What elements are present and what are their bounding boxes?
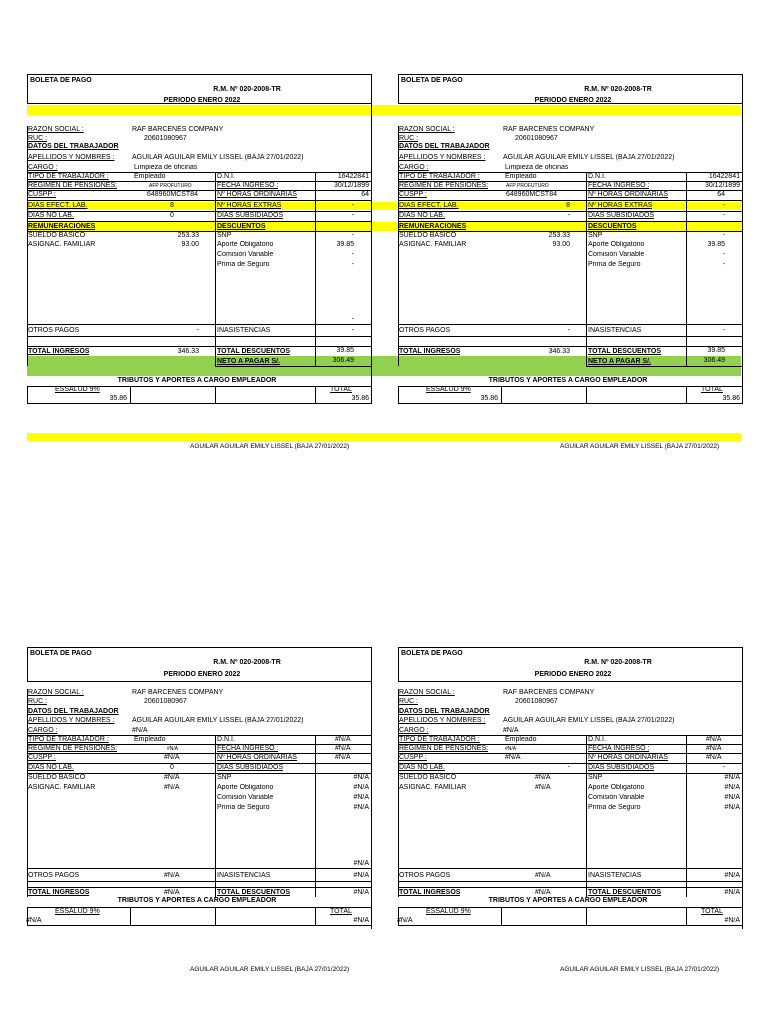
label-cargo: CARGO : [399,727,429,734]
rm-number: R.M. Nº 020-2008-TR [584,86,652,93]
value-neto: 306.49 [332,357,354,364]
value-essalud: #N/A [26,917,42,924]
label-comision: Comisión Variable [588,794,645,801]
label-sueldo: SUELDO BASICO [399,232,457,239]
value-tipo: Empleado [134,173,166,180]
footer-name-bottom-right: AGUILAR AGUILAR EMILY LISSEL (BAJA 27/01/2022) [560,966,720,973]
tributos-frame [27,907,372,926]
value-aporte: #N/A [353,784,369,791]
grid-line [742,74,743,404]
value-prima: - [351,261,354,268]
value-fecha: #N/A [335,745,351,752]
label-comision: Comisión Variable [217,794,274,801]
label-comision: Comisión Variable [588,251,645,258]
label-horas-ord: Nº HORAS ORDINARIAS [217,754,297,761]
label-total-desc: TOTAL DESCUENTOS [217,889,290,896]
value-comision: #N/A [353,794,369,801]
tributos-frame [398,386,743,404]
label-dni: D.N.I. [588,173,606,180]
value-dias-efect: 8 [170,202,174,209]
label-otros: OTROS PAGOS [28,327,80,334]
label-otros: OTROS PAGOS [399,327,451,334]
value-horas-ord: 64 [361,191,369,198]
rm-number: R.M. Nº 020-2008-TR [213,659,281,666]
value-razon-social: RAF BARCENES COMPANY [503,689,595,696]
label-apellidos: APELLIDOS Y NOMBRES : [399,717,486,724]
value-razon-social: RAF BARCENES COMPANY [132,126,224,133]
value-dias-sub: - [722,212,725,219]
value-cargo: Limpieza de oficinas [134,164,198,171]
value-cargo: #N/A [132,727,148,734]
boleta-title: BOLETA DE PAGO [30,77,92,84]
label-razon-social: RAZON SOCIAL : [28,126,84,133]
label-apellidos: APELLIDOS Y NOMBRES : [399,154,486,161]
value-essalud: 35.86 [109,395,127,402]
label-cuspp: CUSPP : [399,191,427,198]
tributos-frame [398,907,743,926]
footer-name-top-left: AGUILAR AGUILAR EMILY LISSEL (BAJA 27/01/2022) [190,443,350,450]
label-horas-ord: Nº HORAS ORDINARIAS [588,191,668,198]
label-tipo: TIPO DE TRABAJADOR : [399,736,480,743]
value-ruc: 20601080967 [144,135,187,142]
label-ruc: RUC : [28,698,48,705]
rm-number: R.M. Nº 020-2008-TR [213,86,281,93]
value-horas-ord: #N/A [706,754,722,761]
value-cargo: Limpieza de oficinas [505,164,569,171]
label-fecha: FECHA INGRESO : [217,182,279,189]
label-aporte: Aporte Obligatorio [588,784,645,791]
label-comision: Comisión Variable [217,251,274,258]
value-cargo: #N/A [503,727,519,734]
grid-line [686,907,687,926]
value-asignac: #N/A [164,784,180,791]
value-snp: - [351,232,354,239]
value-dni: #N/A [335,736,351,743]
label-snp: SNP [588,774,603,781]
label-razon-social: RAZON SOCIAL : [28,689,84,696]
label-tipo: TIPO DE TRABAJADOR : [28,173,109,180]
grid-line [215,907,216,926]
label-essalud: ESSALUD 9% [426,386,471,393]
label-total-desc: TOTAL DESCUENTOS [588,889,661,896]
grid-line [27,324,372,325]
grid-line [371,647,372,929]
label-inasistencias: INASISTENCIAS [217,872,271,879]
boleta-top-right [398,74,743,404]
value-dni: #N/A [706,736,722,743]
label-dias-no-lab: DIAS NO LAB. [399,764,445,771]
value-total: #N/A [353,917,369,924]
label-snp: SNP [217,232,232,239]
label-total: TOTAL [701,386,723,393]
label-asignac: ASIGNAC. FAMILIAR [28,784,96,791]
value-dias-no-lab: - [567,212,570,219]
label-aporte: Aporte Obligatorio [217,784,274,791]
grid-line [586,386,587,404]
value-dni: 16422841 [337,173,369,180]
label-horas-ord: Nº HORAS ORDINARIAS [217,191,297,198]
label-inasistencias: INASISTENCIAS [588,872,642,879]
grid-line [398,868,743,869]
grid-line [215,386,216,404]
label-razon-social: RAZON SOCIAL : [399,126,455,133]
label-total-ingresos: TOTAL INGRESOS [28,348,90,355]
value-total-ingresos: #N/A [164,889,180,896]
label-total-desc: TOTAL DESCUENTOS [217,348,290,355]
value-otros: - [196,327,199,334]
label-essalud: ESSALUD 9% [426,908,471,915]
value-razon-social: RAF BARCENES COMPANY [132,689,224,696]
grid-line [215,735,216,897]
value-tipo: Empleado [505,736,537,743]
label-prima: Prima de Seguro [588,261,641,268]
value-horas-extras: - [351,202,354,209]
label-cargo: CARGO : [28,727,58,734]
value-asignac: #N/A [535,784,551,791]
value-ruc: 20601080967 [515,135,558,142]
grid-line [398,324,743,325]
label-dias-no-lab: DIAS NO LAB. [399,212,445,219]
grid-line [686,386,687,404]
label-asignac: ASIGNAC. FAMILIAR [399,784,467,791]
tributos-title: TRIBUTOS Y APORTES A CARGO EMPLEADOR [488,897,648,904]
label-apellidos: APELLIDOS Y NOMBRES : [28,717,115,724]
label-total: TOTAL [330,908,352,915]
value-apellidos: AGUILAR AGUILAR EMILY LISSEL (BAJA 27/01/2022) [503,154,675,161]
datos-trabajador: DATOS DEL TRABAJADOR [28,143,119,150]
grid-line [315,735,316,897]
value-prima: #N/A [353,804,369,811]
label-horas-extras: Nº HORAS EXTRAS [217,202,282,209]
value-tipo: Empleado [134,736,166,743]
tributos-title: TRIBUTOS Y APORTES A CARGO EMPLEADOR [117,897,277,904]
label-horas-ord: Nº HORAS ORDINARIAS [588,754,668,761]
label-dias-efect: DIAS EFECT. LAB. [399,202,459,209]
label-aporte: Aporte Obligatorio [588,241,645,248]
value-regimen: AFP PROFUTURO [149,183,192,189]
value-inasistencias: #N/A [353,872,369,879]
value-regimen: #N/A [505,746,517,752]
boleta-top-left [27,74,372,404]
label-cuspp: CUSPP : [28,754,56,761]
label-asignac: ASIGNAC. FAMILIAR [28,241,96,248]
label-fecha: FECHA INGRESO : [588,745,650,752]
value-total-ingresos: #N/A [535,889,551,896]
datos-trabajador: DATOS DEL TRABAJADOR [399,143,490,150]
value-fecha: 30/12/1899 [704,182,740,189]
tributos-title: TRIBUTOS Y APORTES A CARGO EMPLEADOR [488,377,648,384]
value-prima: #N/A [724,804,740,811]
value-total: 35.86 [351,395,369,402]
grid-line [586,735,587,897]
value-apellidos: AGUILAR AGUILAR EMILY LISSEL (BAJA 27/01/2022) [132,717,304,724]
grid-line [686,172,687,366]
label-prima: Prima de Seguro [217,804,270,811]
label-dias-sub: DIAS SUBSIDIADOS [588,212,655,219]
grid-line [742,647,743,929]
value-fecha: #N/A [706,745,722,752]
value-total: 35.86 [722,395,740,402]
grid-line [398,221,743,222]
label-fecha: FECHA INGRESO : [588,182,650,189]
label-asignac: ASIGNAC. FAMILIAR [399,241,467,248]
label-dni: D.N.I. [588,736,606,743]
value-total-ingresos: 346.33 [177,348,199,355]
grid-line [27,221,372,222]
value-aporte: 39.85 [707,241,725,248]
grid-line [398,753,743,754]
label-total: TOTAL [330,386,352,393]
boleta-title: BOLETA DE PAGO [30,650,92,657]
value-total-ingresos: 346.33 [548,348,570,355]
value-dias-no-lab: 0 [170,764,174,771]
value-fecha: 30/12/1899 [333,182,369,189]
grid-line [27,200,372,201]
label-ruc: RUC : [28,135,48,142]
label-sueldo: SUELDO BASICO [399,774,457,781]
label-descuentos: DESCUENTOS [588,223,637,230]
boleta-title: BOLETA DE PAGO [401,77,463,84]
grid-line [27,126,28,366]
tributos-title: TRIBUTOS Y APORTES A CARGO EMPLEADOR [117,377,277,384]
label-snp: SNP [217,774,232,781]
label-tipo: TIPO DE TRABAJADOR : [399,173,480,180]
grid-line [27,336,372,337]
label-dias-efect: DIAS EFECT. LAB. [28,202,88,209]
label-otros: OTROS PAGOS [399,872,451,879]
grid-line [398,689,399,897]
label-inasistencias: INASISTENCIAS [588,327,642,334]
label-remuneraciones: REMUNERACIONES [28,223,96,230]
value-neto: 306.49 [703,357,725,364]
periodo: PERIODO ENERO 2022 [163,671,241,678]
value-razon-social: RAF BARCENES COMPANY [503,126,595,133]
boleta-bottom-left [27,647,372,929]
value-sueldo: #N/A [164,774,180,781]
value-snp: #N/A [353,774,369,781]
value-comision: #N/A [724,794,740,801]
label-cargo: CARGO : [28,164,58,171]
value-dias-sub: - [351,212,354,219]
value-essalud: 35.86 [480,395,498,402]
grid-line [315,386,316,404]
label-ruc: RUC : [399,135,419,142]
value-horas-ord: #N/A [335,754,351,761]
grid-line [27,689,28,897]
label-dni: D.N.I. [217,173,235,180]
datos-trabajador: DATOS DEL TRABAJADOR [28,708,119,715]
label-neto: NETO A PAGAR S/. [588,358,652,365]
label-total-desc: TOTAL DESCUENTOS [588,348,661,355]
label-neto: NETO A PAGAR S/. [217,358,281,365]
label-dias-sub: DIAS SUBSIDIADOS [588,764,655,771]
label-regimen: REGIMEN DE PENSIONES: [399,745,489,752]
label-regimen: REGIMEN DE PENSIONES: [28,182,118,189]
grid-line [215,366,372,367]
grid-line [586,172,587,366]
value-asignac: 93.00 [552,241,570,248]
grid-line [315,172,316,366]
value-sueldo: 253.33 [548,232,570,239]
value-horas-ord: 64 [717,191,725,198]
value-cuspp: #N/A [505,754,521,761]
value-apellidos: AGUILAR AGUILAR EMILY LISSEL (BAJA 27/01/2022) [132,154,304,161]
grid-line [315,907,316,926]
value-total-desc: #N/A [353,889,369,896]
label-cuspp: CUSPP : [399,754,427,761]
grid-line [398,126,399,366]
value-prima: - [722,261,725,268]
value-inasistencias: - [351,327,354,334]
footer-name-top-right: AGUILAR AGUILAR EMILY LISSEL (BAJA 27/01/2022) [560,443,720,450]
label-dias-sub: DIAS SUBSIDIADOS [217,764,284,771]
grid-line [398,200,743,201]
label-sueldo: SUELDO BASICO [28,774,86,781]
label-dias-sub: DIAS SUBSIDIADOS [217,212,284,219]
grid-line [27,887,372,888]
value-apellidos: AGUILAR AGUILAR EMILY LISSEL (BAJA 27/01/2022) [503,717,675,724]
grid-line [501,386,502,404]
value-ruc: 20601080967 [144,698,187,705]
label-inasistencias: INASISTENCIAS [217,327,271,334]
label-dias-no-lab: DIAS NO LAB. [28,764,74,771]
grid-line [215,172,216,366]
grid-line [371,74,372,404]
label-tipo: TIPO DE TRABAJADOR : [28,736,109,743]
label-cargo: CARGO : [399,164,429,171]
boleta-bottom-right [398,647,743,929]
value-sueldo: #N/A [535,774,551,781]
value-dias-efect: 8 [566,202,570,209]
value-total: #N/A [724,917,740,924]
rm-number: R.M. Nº 020-2008-TR [584,659,652,666]
value-regimen: AFP PROFUTURO [506,183,549,189]
value-aporte: #N/A [724,784,740,791]
value-cuspp: 648960MCST84 [147,191,198,198]
value-comision: - [351,251,354,258]
grid-line [398,881,743,882]
grid-line [398,887,743,888]
footer-name-bottom-left: AGUILAR AGUILAR EMILY LISSEL (BAJA 27/01/2022) [190,966,350,973]
value-dias-sub: - [722,764,725,771]
label-prima: Prima de Seguro [217,261,270,268]
value-cuspp: #N/A [164,754,180,761]
value-dias-no-lab: 0 [170,212,174,219]
value-cuspp: 648960MCST84 [506,191,557,198]
grid-line [501,907,502,926]
value-snp: - [722,232,725,239]
value-otros: - [567,327,570,334]
value-inasistencias: - [722,327,725,334]
label-prima: Prima de Seguro [588,804,641,811]
label-sueldo: SUELDO BASICO [28,232,86,239]
value-dias-no-lab: - [567,764,570,771]
label-otros: OTROS PAGOS [28,872,80,879]
value-tipo: Empleado [505,173,537,180]
value-asignac: 93.00 [181,241,199,248]
value-otros: #N/A [535,872,551,879]
value-dni: 16422841 [708,173,740,180]
label-regimen: REGIMEN DE PENSIONES: [28,745,118,752]
grid-line [398,336,743,337]
value-extra-dash: - [351,316,354,323]
label-horas-extras: Nº HORAS EXTRAS [588,202,653,209]
value-regimen: #N/A [167,746,179,752]
label-dni: D.N.I. [217,736,235,743]
periodo: PERIODO ENERO 2022 [534,671,612,678]
value-extra-na: #N/A [353,860,369,867]
grid-line [130,386,131,404]
grid-line [27,763,372,764]
label-regimen: REGIMEN DE PENSIONES: [399,182,489,189]
value-inasistencias: #N/A [724,872,740,879]
grid-line [586,366,743,367]
label-essalud: ESSALUD 9% [55,908,100,915]
grid-line [27,753,372,754]
grid-line [586,907,587,926]
value-sueldo: 253.33 [177,232,199,239]
label-total-ingresos: TOTAL INGRESOS [399,889,461,896]
grid-line [686,735,687,897]
value-snp: #N/A [724,774,740,781]
grid-line [27,868,372,869]
value-comision: - [722,251,725,258]
label-cuspp: CUSPP : [28,191,56,198]
label-apellidos: APELLIDOS Y NOMBRES : [28,154,115,161]
value-total-desc: 39.85 [707,347,725,354]
label-dias-no-lab: DIAS NO LAB. [28,212,74,219]
label-essalud: ESSALUD 9% [55,386,100,393]
periodo: PERIODO ENERO 2022 [534,97,612,104]
label-snp: SNP [588,232,603,239]
grid-line [27,881,372,882]
label-fecha: FECHA INGRESO : [217,745,279,752]
label-total: TOTAL [701,908,723,915]
grid-line [130,907,131,926]
label-aporte: Aporte Obligatorio [217,241,274,248]
value-aporte: 39.85 [336,241,354,248]
boleta-title: BOLETA DE PAGO [401,650,463,657]
label-total-ingresos: TOTAL INGRESOS [399,348,461,355]
value-total-desc: #N/A [724,889,740,896]
yellow-band-separator [27,433,741,441]
label-razon-social: RAZON SOCIAL : [399,689,455,696]
label-descuentos: DESCUENTOS [217,223,266,230]
periodo: PERIODO ENERO 2022 [163,97,241,104]
value-horas-extras: - [722,202,725,209]
value-total-desc: 39.85 [336,347,354,354]
value-ruc: 20601080967 [515,698,558,705]
tributos-frame [27,386,372,404]
value-essalud: #N/A [397,917,413,924]
label-ruc: RUC : [399,698,419,705]
value-otros: #N/A [164,872,180,879]
label-remuneraciones: REMUNERACIONES [399,223,467,230]
label-total-ingresos: TOTAL INGRESOS [28,889,90,896]
datos-trabajador: DATOS DEL TRABAJADOR [399,708,490,715]
